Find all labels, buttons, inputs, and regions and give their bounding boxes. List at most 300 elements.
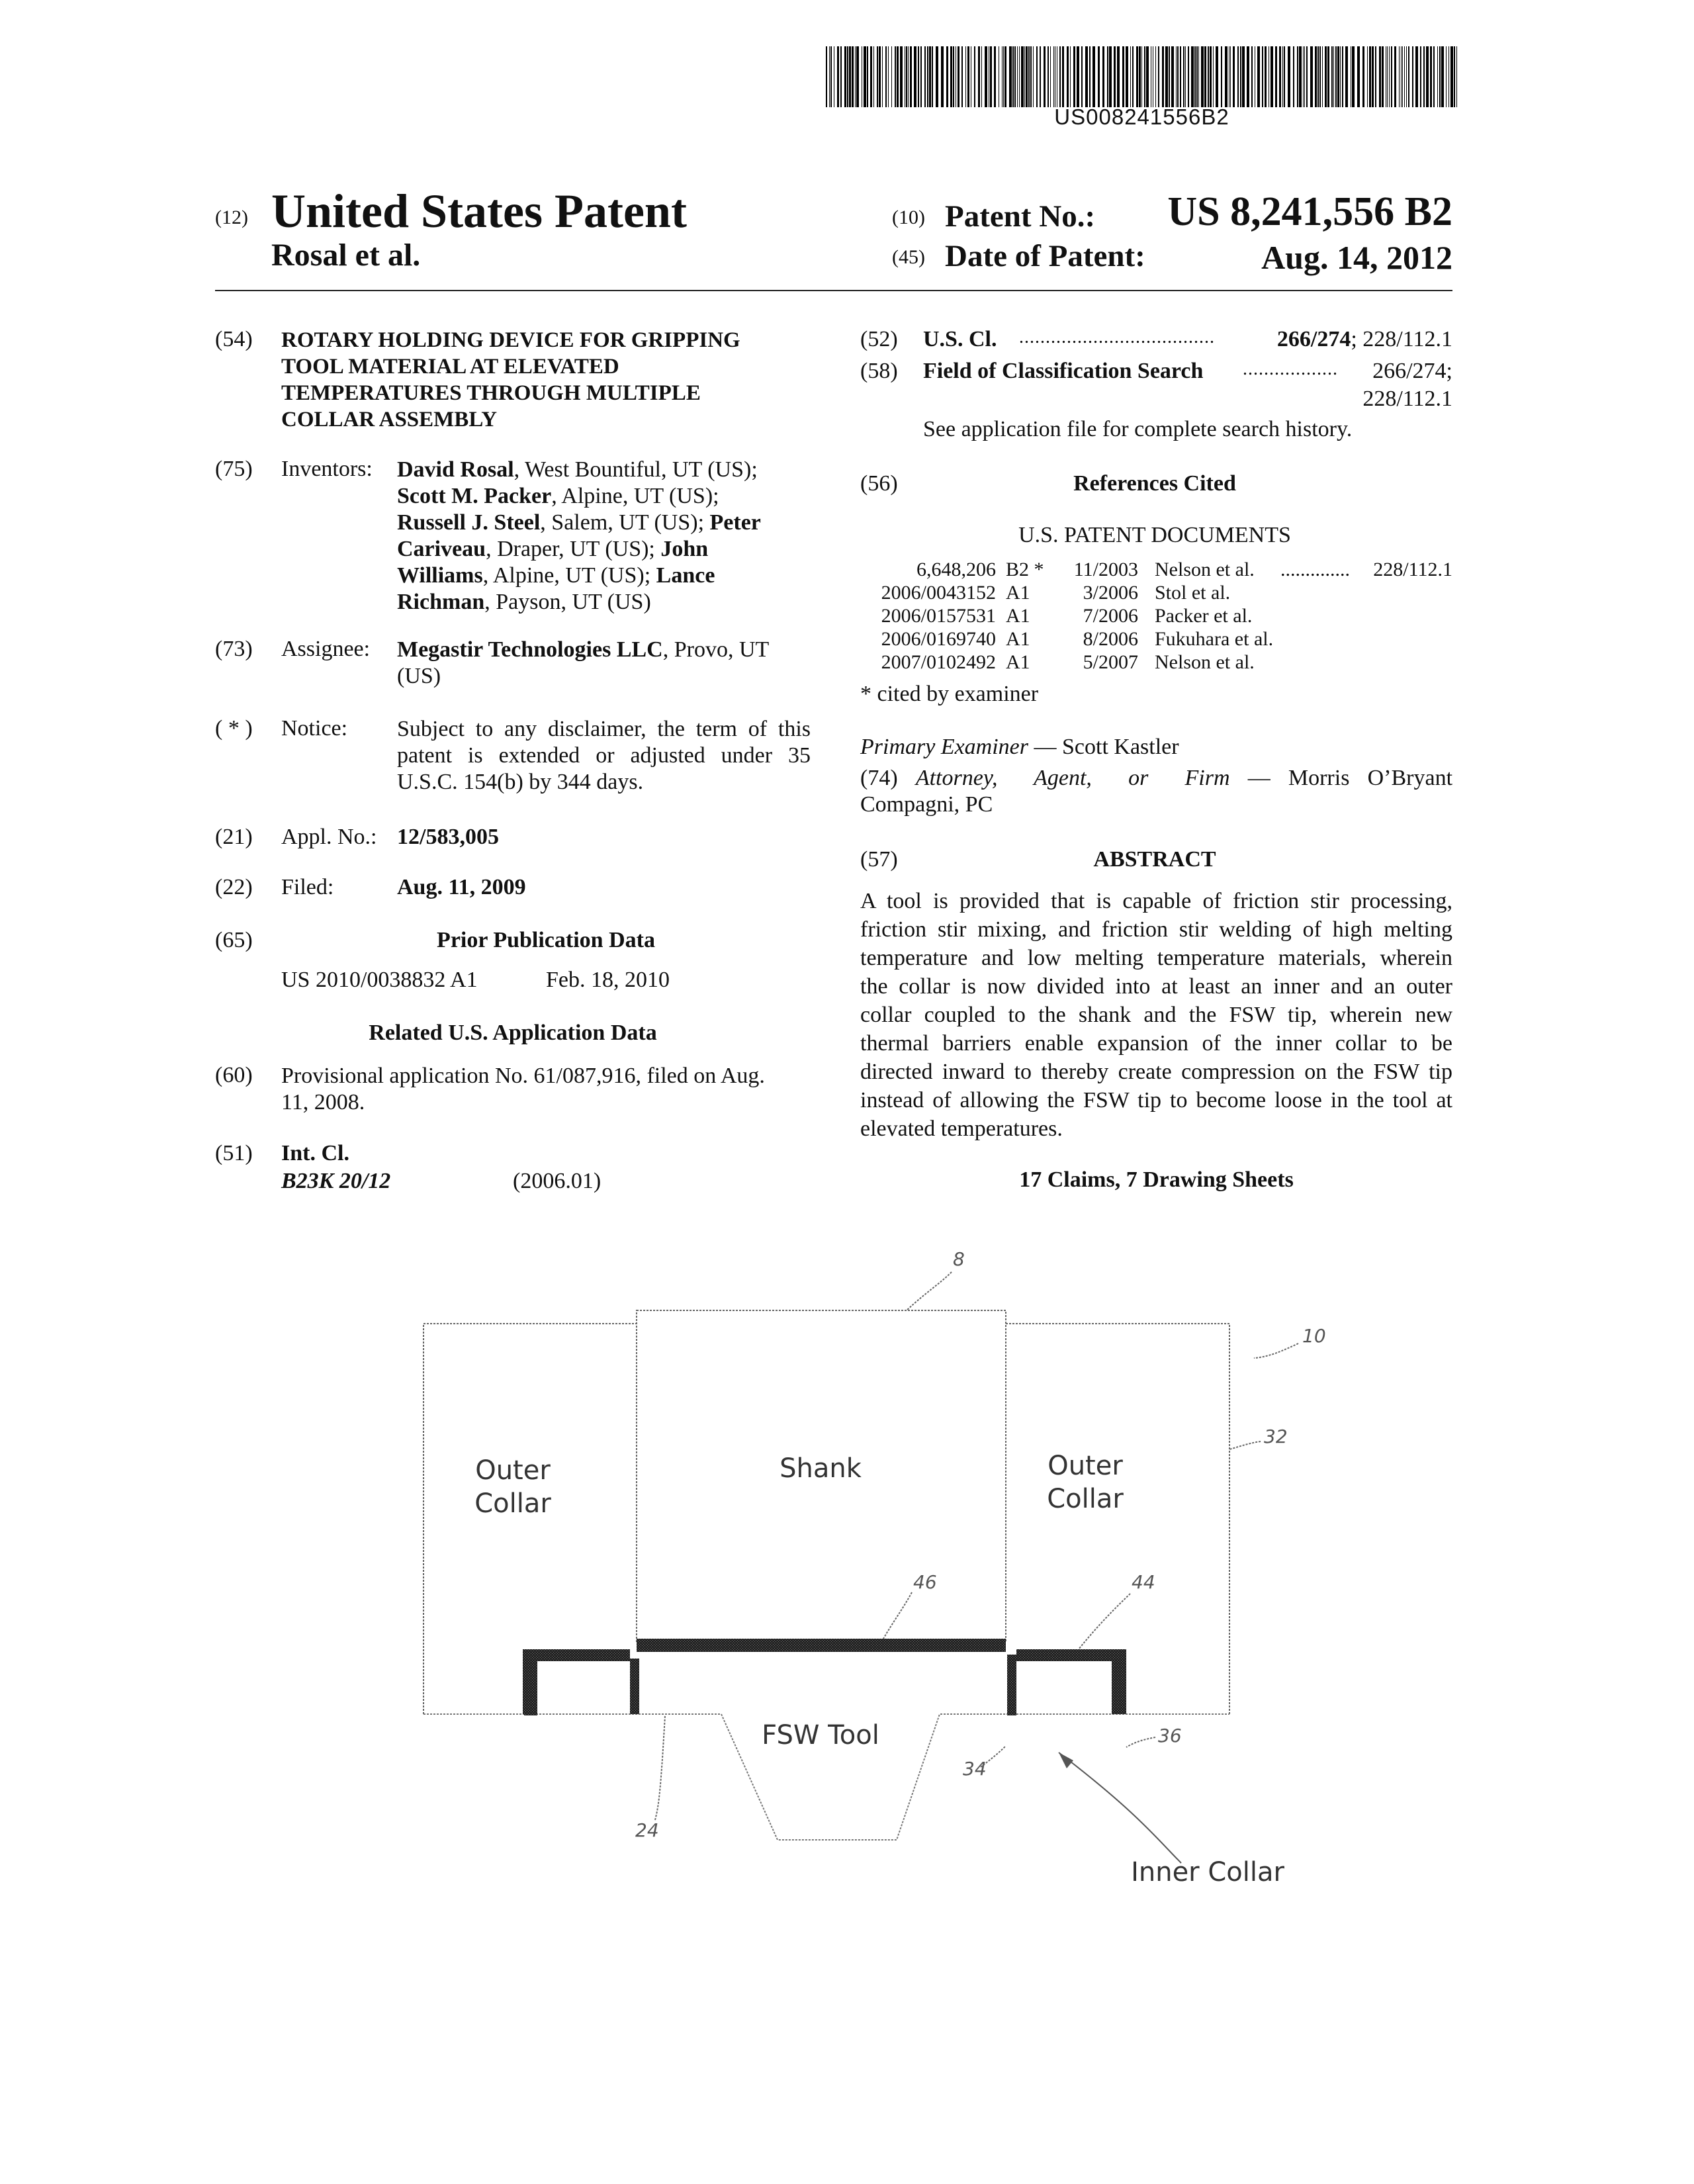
leader-inner-collar [1059, 1752, 1181, 1863]
code-73: (73) [215, 637, 253, 661]
related-heading: Related U.S. Application Data [369, 1021, 657, 1045]
abstract-line: temperature and low melting temperature materials, wherein [860, 946, 1452, 970]
code-51: (51) [215, 1141, 253, 1165]
barcode-bar [1144, 46, 1145, 107]
barcode-bar [1196, 46, 1198, 107]
field-search-label: Field of Classification Search [923, 359, 1204, 383]
barcode-bar [1194, 46, 1196, 107]
notice-line: patent is extended or adjusted under 35 [397, 743, 811, 768]
barcode-bar [882, 46, 883, 107]
primary-examiner-label: Primary Examiner [860, 735, 1029, 759]
barcode-bar [978, 46, 980, 107]
code-60: (60) [215, 1063, 253, 1087]
barcode-bar [897, 46, 899, 107]
us-docs-heading: U.S. PATENT DOCUMENTS [1018, 523, 1291, 547]
ref-44: 44 [1132, 1571, 1155, 1593]
barcode [826, 46, 1458, 107]
barcode-bar [1304, 46, 1305, 107]
int-cl-class: B23K 20/12 [281, 1169, 391, 1193]
barcode-bar [1014, 46, 1016, 107]
barcode-bar [1284, 46, 1285, 107]
inventor-name: Russell J. Steel [397, 510, 541, 535]
barcode-bar [1233, 46, 1235, 107]
code-54: (54) [215, 327, 253, 351]
inventor-location: , Payson, UT (US) [484, 590, 651, 614]
barcode-bar [1169, 46, 1170, 107]
barcode-bar [1282, 46, 1283, 107]
provisional-line: Provisional application No. 61/087,916, filed on Aug. [281, 1064, 765, 1088]
us-cl-dots: ..................................... [1019, 327, 1215, 347]
barcode-bar [1230, 46, 1231, 107]
notice-label: Notice: [281, 716, 348, 741]
barcode-bar [1048, 46, 1049, 107]
field-search-dots: .................. [1243, 359, 1338, 379]
barcode-bar [1221, 46, 1222, 107]
inner-collar-left-top [524, 1649, 630, 1661]
barcode-bar [1430, 46, 1432, 107]
barcode-bar [1362, 46, 1364, 107]
barcode-bar [1012, 46, 1014, 107]
barcode-bar [867, 46, 868, 107]
leader-32 [1229, 1441, 1261, 1449]
us-cl-primary: 266/274 [1276, 327, 1351, 351]
barcode-bar [941, 46, 944, 107]
ref-10: 10 [1302, 1325, 1326, 1347]
inventor-name: David Rosal [397, 457, 514, 482]
filed-label: Filed: [281, 875, 334, 899]
see-application: See application file for complete search history. [923, 417, 1353, 441]
barcode-bar [1303, 46, 1304, 107]
barcode-bar [1165, 46, 1168, 107]
barcode-bar [1379, 46, 1381, 107]
claims-summary: 17 Claims, 7 Drawing Sheets [1019, 1167, 1294, 1192]
barcode-bar [1331, 46, 1333, 107]
label-outer-collar-right-2: Collar [1047, 1484, 1124, 1514]
barcode-bar [1288, 46, 1290, 107]
barcode-bar [870, 46, 872, 107]
inner-collar-left-wall-full [523, 1649, 537, 1714]
barcode-bar [1404, 46, 1405, 107]
patent-number: US 8,241,556 B2 [1167, 189, 1452, 234]
barcode-bar [1089, 46, 1091, 107]
barcode-bar [852, 46, 854, 107]
leader-34 [981, 1746, 1006, 1767]
barcode-bar [1357, 46, 1360, 107]
barcode-bar [873, 46, 874, 107]
leader-8 [907, 1272, 952, 1310]
barcode-bar [1162, 46, 1164, 107]
barcode-bar [1201, 46, 1204, 107]
barcode-bar [864, 46, 866, 107]
inventor-name: John [660, 537, 709, 561]
thermal-barrier-46 [637, 1639, 1006, 1652]
barcode-bar [1026, 46, 1028, 107]
barcode-bar [1275, 46, 1277, 107]
arrowhead-inner-collar [1059, 1752, 1073, 1768]
ref-24: 24 [635, 1819, 659, 1841]
inner-collar-left-divider [630, 1659, 639, 1714]
barcode-bar [914, 46, 916, 107]
barcode-bar [1077, 46, 1079, 107]
barcode-bar [1337, 46, 1339, 107]
barcode-bar [1335, 46, 1337, 107]
attorney-name-cont: Compagni, PC [860, 792, 993, 817]
barcode-bar [849, 46, 851, 107]
barcode-bar [932, 46, 933, 107]
barcode-bar [1367, 46, 1368, 107]
barcode-bar [1141, 46, 1142, 107]
inner-collar-right-divider-34 [1007, 1655, 1016, 1715]
barcode-bar [1185, 46, 1186, 107]
abstract-line: thermal barriers enable expansion of the inner collar to be [860, 1031, 1452, 1056]
provisional-text [281, 1063, 817, 1116]
barcode-bar [936, 46, 938, 107]
barcode-bar [1257, 46, 1260, 107]
ref-number: 2006/0157531 [881, 605, 996, 627]
ref-kind: A1 [1006, 628, 1030, 650]
barcode-bar [1216, 46, 1218, 107]
barcode-bar [1437, 46, 1438, 107]
barcode-bar [1369, 46, 1371, 107]
barcode-bar [908, 46, 909, 107]
patent-drawing [397, 1244, 1326, 1946]
barcode-bar [1117, 46, 1120, 107]
barcode-bar [1375, 46, 1376, 107]
barcode-bar [1352, 46, 1355, 107]
us-cl-value [1277, 327, 1452, 352]
barcode-bar [1132, 46, 1134, 107]
barcode-bar [1262, 46, 1263, 107]
barcode-bar [1019, 46, 1020, 107]
code-12: (12) [215, 206, 248, 228]
assignee-name: Megastir Technologies LLC [397, 637, 663, 662]
notice-text [397, 716, 811, 796]
title-line: ROTARY HOLDING DEVICE FOR GRIPPING [281, 328, 740, 352]
barcode-bar [1158, 46, 1159, 107]
barcode-bar [1176, 46, 1177, 107]
barcode-bar [1183, 46, 1184, 107]
ref-46: 46 [913, 1571, 937, 1593]
barcode-bar [958, 46, 959, 107]
barcode-bar [1317, 46, 1319, 107]
barcode-bar [1446, 46, 1447, 107]
barcode-bar [1085, 46, 1088, 107]
barcode-bar [837, 46, 839, 107]
barcode-bar [1210, 46, 1212, 107]
barcode-bar [1399, 46, 1400, 107]
ref-32: 32 [1264, 1426, 1288, 1447]
leader-46 [883, 1592, 912, 1639]
barcode-bar [994, 46, 996, 107]
barcode-bar [1009, 46, 1012, 107]
filed-date: Aug. 11, 2009 [397, 875, 526, 899]
notice-line: U.S.C. 154(b) by 344 days. [397, 770, 644, 794]
assignee-location: , Provo, UT [662, 637, 770, 662]
barcode-bar [961, 46, 963, 107]
barcode-bar [1126, 46, 1128, 107]
barcode-bar [1420, 46, 1421, 107]
assignee [397, 637, 821, 690]
inventor-name: Richman [397, 590, 485, 614]
barcode-bar [829, 46, 830, 107]
code-56: (56) [860, 471, 898, 496]
barcode-bar [1040, 46, 1041, 107]
barcode-bar [1122, 46, 1124, 107]
leader-10 [1254, 1343, 1298, 1358]
ref-date: 3/2006 [1083, 582, 1138, 604]
title-line: TOOL MATERIAL AT ELEVATED [281, 355, 619, 379]
barcode-bar [1136, 46, 1138, 107]
barcode-bar [844, 46, 846, 107]
us-cl-label: U.S. Cl. [923, 327, 997, 351]
barcode-bar [1293, 46, 1294, 107]
primary-examiner [860, 735, 1179, 760]
ref-kind: B2 * [1006, 559, 1044, 580]
barcode-bar [885, 46, 887, 107]
inventor-location: , Salem, UT (US); [540, 510, 710, 535]
barcode-bar [855, 46, 856, 107]
barcode-bar [840, 46, 842, 107]
abstract-text [860, 887, 1452, 1143]
barcode-bar [906, 46, 907, 107]
barcode-bar [1002, 46, 1003, 107]
barcode-bar [1139, 46, 1141, 107]
attorney-label: Attorney, Agent, or Firm [915, 766, 1230, 790]
barcode-bar [1342, 46, 1343, 107]
leader-24 [655, 1715, 665, 1820]
barcode-bar [1050, 46, 1051, 107]
cited-note: * cited by examiner [860, 682, 1039, 706]
barcode-bar [1030, 46, 1032, 107]
barcode-bar [929, 46, 931, 107]
inner-collar-right-top-44 [1016, 1649, 1124, 1661]
assignee-country: (US) [397, 664, 441, 688]
leader-36 [1126, 1737, 1155, 1747]
barcode-bar [1240, 46, 1241, 107]
barcode-bar [891, 46, 892, 107]
notice-line: Subject to any disclaimer, the term of this [397, 717, 811, 741]
barcode-bar [974, 46, 975, 107]
barcode-bar [1021, 46, 1024, 107]
barcode-bar [1454, 46, 1455, 107]
barcode-bar [1155, 46, 1156, 107]
barcode-bar [1439, 46, 1441, 107]
barcode-bar [1225, 46, 1227, 107]
barcode-bar [1102, 46, 1104, 107]
barcode-bar [1402, 46, 1403, 107]
barcode-bar [1024, 46, 1025, 107]
barcode-bar [1251, 46, 1253, 107]
title-line: TEMPERATURES THROUGH MULTIPLE [281, 381, 701, 405]
barcode-bar [1327, 46, 1329, 107]
barcode-bar [953, 46, 954, 107]
patent-no-label: Patent No.: [945, 199, 1096, 234]
ref-name: Nelson et al. [1155, 559, 1255, 580]
attorney [860, 765, 1452, 818]
barcode-bar [1423, 46, 1425, 107]
inventor-name: Cariveau [397, 537, 486, 561]
inventors-list [397, 457, 821, 615]
barcode-bar [1372, 46, 1374, 107]
barcode-bar [1171, 46, 1174, 107]
ref-date: 7/2006 [1083, 605, 1138, 627]
inventor-location: , West Bountiful, UT (US); [513, 457, 758, 482]
barcode-bar [1299, 46, 1302, 107]
barcode-bar [1070, 46, 1071, 107]
appl-number: 12/583,005 [397, 825, 499, 849]
barcode-bar [985, 46, 987, 107]
barcode-bar [1242, 46, 1245, 107]
code-22: (22) [215, 875, 253, 899]
code-57: (57) [860, 847, 898, 872]
barcode-bar [1036, 46, 1038, 107]
barcode-bar [1322, 46, 1323, 107]
barcode-bar [1098, 46, 1100, 107]
barcode-bar [927, 46, 928, 107]
appl-label: Appl. No.: [281, 825, 377, 849]
barcode-bar [1017, 46, 1018, 107]
barcode-bar [1456, 46, 1457, 107]
barcode-bar [1415, 46, 1418, 107]
label-fsw-tool: FSW Tool [762, 1720, 879, 1751]
barcode-bar [1319, 46, 1321, 107]
barcode-bar [910, 46, 912, 107]
barcode-bar [1441, 46, 1444, 107]
barcode-bar [847, 46, 848, 107]
barcode-bar [920, 46, 922, 107]
barcode-bar [895, 46, 896, 107]
barcode-bar [981, 46, 982, 107]
barcode-bar [1062, 46, 1064, 107]
inventor-name: Peter [709, 510, 761, 535]
ref-date: 8/2006 [1083, 628, 1138, 650]
code-74: (74) [860, 766, 898, 790]
provisional-line: 11, 2008. [281, 1090, 365, 1115]
barcode-bar [1450, 46, 1453, 107]
ref-class: 228/112.1 [1373, 559, 1452, 580]
barcode-bar [1265, 46, 1267, 107]
header-rule [215, 290, 1452, 291]
barcode-bar [1208, 46, 1209, 107]
ref-kind: A1 [1006, 582, 1030, 604]
barcode-bar [830, 46, 832, 107]
barcode-bar [1382, 46, 1384, 107]
barcode-bar [1412, 46, 1413, 107]
barcode-bar [888, 46, 889, 107]
barcode-bar [1204, 46, 1206, 107]
barcode-bar [1092, 46, 1095, 107]
prior-pub-number: US 2010/0038832 A1 [281, 968, 478, 992]
abstract-line: A tool is provided that is capable of friction stir processing, [860, 889, 1452, 913]
barcode-bar [1198, 46, 1199, 107]
barcode-bar [1406, 46, 1407, 107]
int-cl-year: (2006.01) [513, 1169, 602, 1193]
assignee-label: Assignee: [281, 637, 371, 661]
inventor-location: , Alpine, UT (US); [482, 563, 656, 588]
ref-8: 8 [953, 1248, 965, 1270]
ref-kind: A1 [1006, 651, 1030, 673]
abstract-line: collar coupled to the shank and the FSW tip, wherein new [860, 1003, 1452, 1027]
abstract-heading: ABSTRACT [1093, 847, 1216, 872]
abstract-line: friction stir mixing, and friction stir welding of high melting [860, 917, 1452, 942]
inventors-label: Inventors: [281, 457, 373, 481]
ref-number: 2006/0043152 [881, 582, 996, 604]
barcode-bar [1073, 46, 1075, 107]
barcode-bar [1081, 46, 1083, 107]
barcode-bar [950, 46, 952, 107]
barcode-bar [1180, 46, 1181, 107]
code-10: (10) [892, 206, 925, 228]
document-type: United States Patent [271, 185, 687, 238]
barcode-bar [1270, 46, 1273, 107]
ref-number: 2007/0102492 [881, 651, 996, 673]
ref-date: 5/2007 [1083, 651, 1138, 673]
barcode-bar [1033, 46, 1034, 107]
barcode-bar [1053, 46, 1054, 107]
barcode-bar [1279, 46, 1281, 107]
barcode-bar [877, 46, 878, 107]
code-45: (45) [892, 246, 925, 268]
code-52: (52) [860, 327, 898, 351]
barcode-bar [1345, 46, 1348, 107]
barcode-bar [1028, 46, 1030, 107]
field-search-value2: 228/112.1 [1362, 387, 1452, 411]
prior-pub-heading: Prior Publication Data [437, 928, 655, 952]
field-search-value1: 266/274; [1372, 359, 1452, 383]
inventor-name: Lance [656, 563, 715, 588]
ref-name: Nelson et al. [1155, 651, 1255, 673]
attorney-name: — Morris O’Bryant [1247, 766, 1453, 790]
barcode-bar [1177, 46, 1179, 107]
barcode-bar [1387, 46, 1388, 107]
inner-collar-right-wall-36 [1112, 1649, 1126, 1714]
inventor-location: , Alpine, UT (US); [551, 484, 719, 508]
inventor-location: , Draper, UT (US); [486, 537, 661, 561]
label-outer-collar-left-2: Collar [474, 1488, 551, 1519]
label-outer-collar-right-1: Outer [1048, 1451, 1123, 1481]
code-75: (75) [215, 457, 253, 481]
abstract-line: elevated temperatures. [860, 1116, 1063, 1141]
barcode-bar [1114, 46, 1116, 107]
barcode-bar [1433, 46, 1435, 107]
barcode-bar [1067, 46, 1069, 107]
code-58: (58) [860, 359, 898, 383]
barcode-bar [965, 46, 966, 107]
label-shank: Shank [780, 1453, 862, 1484]
code-65: (65) [215, 928, 253, 952]
date-label: Date of Patent: [945, 239, 1145, 273]
ref-name: Stol et al. [1155, 582, 1231, 604]
barcode-bar [1003, 46, 1004, 107]
barcode-bar [1109, 46, 1112, 107]
barcode-bar [1059, 46, 1061, 107]
ref-dots: .............. [1280, 559, 1350, 580]
barcode-bar [924, 46, 926, 107]
barcode-bar [1401, 46, 1402, 107]
primary-examiner-name: — Scott Kastler [1034, 735, 1179, 759]
barcode-bar [1408, 46, 1409, 107]
barcode-bar [1188, 46, 1189, 107]
barcode-bar [1213, 46, 1214, 107]
us-cl-secondary: ; 228/112.1 [1351, 327, 1452, 351]
abstract-line: directed inward to thereby create compression on the FSW tip [860, 1060, 1452, 1084]
inventor-name: Scott M. Packer [397, 484, 552, 508]
title-line: COLLAR ASSEMBLY [281, 408, 498, 432]
barcode-number: US008241556B2 [1054, 105, 1229, 129]
barcode-bar [946, 46, 948, 107]
barcode-bar [1191, 46, 1194, 107]
label-outer-collar-left-1: Outer [475, 1455, 551, 1486]
